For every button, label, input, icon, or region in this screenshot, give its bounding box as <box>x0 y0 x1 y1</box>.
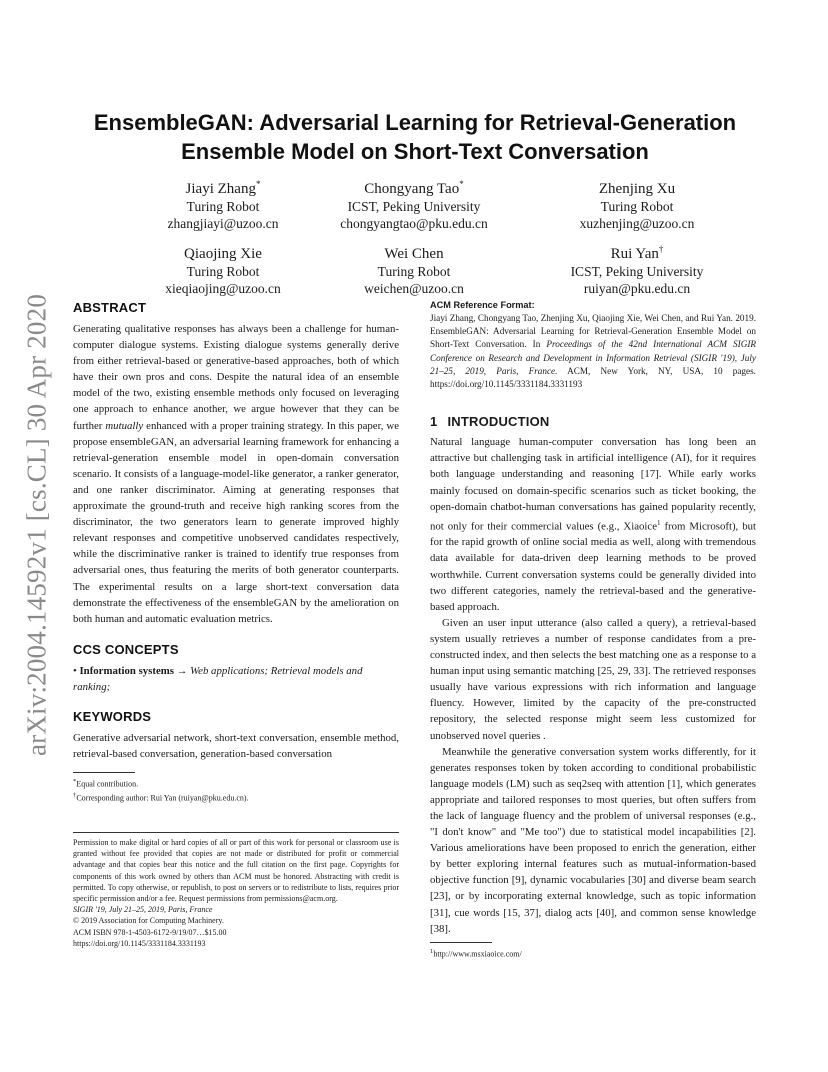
author-affiliation: ICST, Peking University <box>570 264 704 279</box>
footnote-corresponding <box>73 790 399 804</box>
footnote-mark: † <box>73 791 77 799</box>
ccs-bold: Information systems <box>79 664 174 677</box>
permission-venue <box>73 904 399 915</box>
acm-ref-emphasis: Proceedings of the 42nd International ACM SIGIR Conference on Research and Development in Information Retrieval (SIGIR '19), July 21–25, 2019, Paris, France. <box>430 339 757 376</box>
footnote-url-text: http://www.msxiaoice.com/ <box>433 949 522 959</box>
author-affiliation: Turing Robot <box>600 199 674 214</box>
footnote-url <box>430 946 756 960</box>
author-email: xuzhenjing@uzoo.cn <box>579 215 695 231</box>
right-column <box>430 300 756 937</box>
author-name: Jiayi Zhang <box>185 181 256 197</box>
author-block <box>294 175 534 232</box>
author-email: xieqiaojing@uzoo.cn <box>165 280 281 296</box>
intro-p1-a: Natural language human-computer conversation has long been an attractive but challenging task in artificial intelligence (AI), for it requires both language understanding and reasoning [17]. While early works mainly focused on domain-specific scenarios such as ticket booking, the open-domain chatbot-human conversations has gained popularity recently, not only for their commercial values (e.g., Xiaoice <box>430 436 756 533</box>
intro-paragraph-1 <box>430 434 756 615</box>
permission-block <box>73 832 399 949</box>
paper-title <box>70 108 760 166</box>
author-block <box>517 175 757 232</box>
ccs-bullet: • <box>73 664 77 677</box>
abstract-text <box>73 321 399 627</box>
footnote-mark: 1 <box>430 948 434 955</box>
intro-p1-b: from Microsoft), but for the rapid growth of online social media as well, along with tremendous data available for data-driven deep learning methods to be proved worthwhile. Current conversation systems could be generally divided into two different categories, namely the retrieval-based and the generative-based approach. <box>430 520 756 613</box>
section-title: INTRODUCTION <box>447 414 550 430</box>
author-name: Zhenjing Xu <box>598 181 676 197</box>
author-mark: * <box>255 179 261 189</box>
author-block <box>294 240 534 297</box>
author-name: Rui Yan <box>610 246 659 262</box>
ccs-text <box>73 663 399 695</box>
intro-heading <box>430 414 756 430</box>
footnote-rule <box>430 942 492 943</box>
keywords-heading: KEYWORDS <box>73 708 152 724</box>
author-mark: * <box>459 179 464 189</box>
author-affiliation: ICST, Peking University <box>347 199 481 214</box>
abstract-text-a: Generating qualitative responses has always been a challenge for human-computer dialogue systems. Existing dialogue systems generally derive from either retrieval-based or generative-based approaches, both of which have their own pros and cons. Despite the natural idea of an ensemble model of the two, existing ensemble methods only focused on leveraging one approach to enhance another, we argue however that they can be further <box>73 323 399 432</box>
abstract-emphasis: mutually <box>105 419 144 432</box>
footnote-corr-text: Corresponding author: Rui Yan (ruiyan@pku.edu.cn). <box>76 793 249 803</box>
footnote-rule <box>73 772 135 773</box>
footnote-equal-text: Equal contribution. <box>76 779 139 789</box>
permission-venue-text: SIGIR '19, July 21–25, 2019, Paris, France <box>73 905 213 915</box>
permission-copyright: © 2019 Association for Computing Machinery. <box>73 916 224 926</box>
ccs-rest: Web applications; Retrieval models and ranking; <box>73 664 363 693</box>
author-affiliation: Turing Robot <box>377 264 451 279</box>
title-line-1: EnsembleGAN: Adversarial Learning for Retrieval-Generation <box>93 110 737 135</box>
author-email: ruiyan@pku.edu.cn <box>583 280 691 296</box>
author-email: zhangjiayi@uzoo.cn <box>167 215 279 231</box>
author-name: Wei Chen <box>384 246 444 262</box>
author-name: Qiaojing Xie <box>184 246 262 262</box>
abstract-text-b: enhanced with a proper training strategy. In this paper, we propose ensembleGAN, an adversarial learning framework for enhancing a retrieval-generation ensemble model in open-domain conversation scenario. It consists of a language-model-like generator, a ranker generator, and one ranker discriminator. Aiming at generating responses that approximate the ground-truth and receive high ranking scores from the discriminator, the two generators learn to generate improved highly relevant responses and competitive unobserved candidates respectively, while the discriminative ranker is trained to identify true responses from adversarial ones, thus featuring the merits of both generator counterparts. The experimental results on a large short-text conversation data demonstrate the effectiveness of the ensembleGAN by the amelioration on both human and automatic evaluation metrics. <box>73 419 400 625</box>
author-email: weichen@uzoo.cn <box>364 280 464 296</box>
permission-doi: https://doi.org/10.1145/3331184.3331193 <box>73 938 206 948</box>
author-affiliation: Turing Robot <box>186 199 260 214</box>
permission-text: Permission to make digital or hard copies of all or part of this work for personal or classroom use is granted without fee provided that copies are not made or distributed for profit or commercial advantage and that copies bear this notice and the full citation on the first page. Copyrights for components of this work owned by others than ACM must be honored. Abstracting with credit is permitted. To copy otherwise, or republish, to post on servers or to redistribute to lists, requires prior specific permission and/or a fee. Request permissions from permissions@acm.org. <box>73 838 399 904</box>
permission-isbn: ACM ISBN 978-1-4503-6172-9/19/07…$15.00 <box>73 927 227 937</box>
footnote-ref: 1 <box>657 518 661 527</box>
section-number: 1 <box>430 414 438 430</box>
acm-reference <box>430 300 756 391</box>
left-column <box>73 300 399 803</box>
right-footnote <box>430 942 756 960</box>
author-affiliation: Turing Robot <box>186 264 260 279</box>
acm-ref-text-a: Jiayi Zhang, Chongyang Tao, Zhenjing Xu, Qiaojing Xie, Wei Chen, and Rui Yan. 2019. EnsembleGAN: Adversarial Learning for Retrieval-Generation Ensemble Model on Short-Text Conversation. In <box>430 313 756 350</box>
keywords-text: Generative adversarial network, short-text conversation, ensemble method, retrieval-based conversation, generation-based conversation <box>73 731 399 760</box>
author-email: chongyangtao@pku.edu.cn <box>340 215 488 231</box>
footnote-equal <box>73 776 399 790</box>
ccs-arrow: → <box>176 664 188 677</box>
abstract-heading: ABSTRACT <box>73 300 147 315</box>
intro-paragraph-3: Meanwhile the generative conversation system works differently, for it generates responses token by token according to conditional probabilistic language models (LM) such as seq2seq with attention [1], which generates appropriate and tailored responses to most queries, but often suffers from the lack of language fluency and the problem of universal responses (e.g., "I don't know" and "Me too") due to statistical model incapabilities [2]. Various ameliorations have been proposed to enrich the generation, either by better exploring internal features such as mutual-information-based objective function [9], dynamic vocabularies [30] and diverse beam search [23], or by incorporating external knowledge, such as topic information [31], cue words [15, 37], dialog acts [40], and common sense knowledge [38]. <box>430 745 756 935</box>
acm-ref-heading: ACM Reference Format: <box>430 300 535 310</box>
author-name: Chongyang Tao <box>364 181 460 197</box>
footnote-mark: * <box>73 777 77 785</box>
author-block <box>517 240 757 297</box>
title-line-2: Ensemble Model on Short-Text Conversation <box>181 139 649 164</box>
author-mark: † <box>658 244 664 254</box>
ccs-heading: CCS CONCEPTS <box>73 641 179 657</box>
arxiv-stamp-text: arXiv:2004.14592v1 [cs.CL] 30 Apr 2020 <box>21 293 52 757</box>
intro-paragraph-2: Given an user input utterance (also called a query), a retrieval-based system usually retrieves a number of response candidates from a pre-constructed index, and then selects the best matching one as a response to a human input using semantic matching [25, 29, 33]. The retrieved responses usually have various expressions with rich information and language fluency. However, limited by the capacity of the pre-constructed repository, the selected response might seem less customized for unobserved novel queries . <box>430 616 756 742</box>
acm-ref-text-b: ACM, New York, NY, USA, 10 pages. https://doi.org/10.1145/3331184.3331193 <box>430 365 756 390</box>
acm-ref-text <box>430 312 756 391</box>
